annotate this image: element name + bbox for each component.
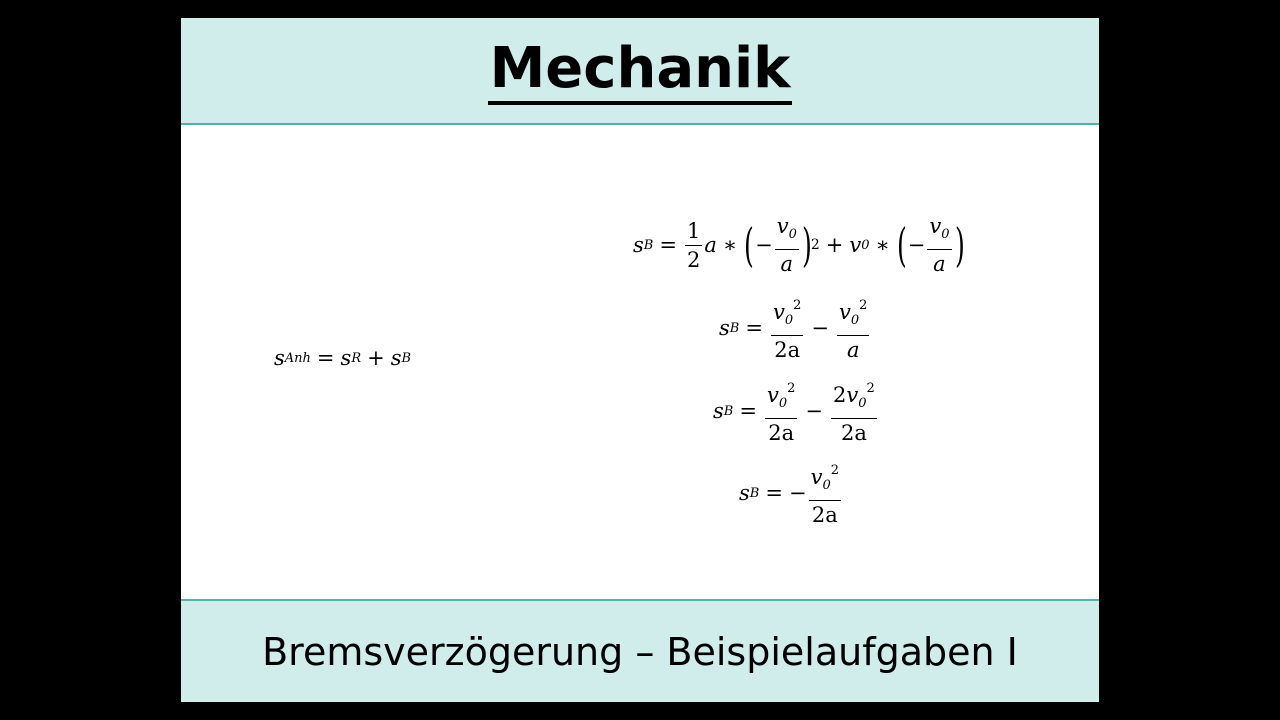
fraction [809,459,841,527]
variable: s [719,316,730,340]
operator: = [765,481,783,505]
denominator: 2a [811,503,838,527]
denominator: a [933,252,946,276]
operator: − [907,233,926,257]
variable: s [739,481,750,505]
equation-braking-distance-1 [633,214,965,276]
fraction [771,294,803,362]
fraction [775,214,799,276]
superscript: 2 [830,463,839,478]
subscript: Anh [284,350,311,366]
numerator [837,294,869,336]
slide [181,18,1099,702]
subscript: R [351,350,362,366]
superscript: 2 [866,381,875,396]
title-bar [181,18,1099,125]
numerator [927,214,951,250]
right-paren: ) [801,218,812,272]
numerator [771,294,803,336]
left-paren: ( [896,218,907,272]
slide-title-text: Mechanik [488,36,793,105]
fraction [685,219,702,272]
subscript: B [749,485,760,501]
equation-braking-distance-2 [719,294,871,362]
subtitle-bar [181,599,1099,702]
fraction [831,377,877,445]
subscript: 0 [941,227,950,242]
variable: s [713,399,724,423]
superscript: 2 [793,298,802,313]
denominator: 2a [768,421,795,445]
fraction [837,294,869,362]
subscript: 0 [861,237,870,253]
numerator: 1 [685,219,702,246]
subscript: 0 [822,478,831,493]
coefficient: 2 [833,383,847,407]
operator: − [788,481,807,505]
variable: s [390,346,402,370]
exponent: 2 [810,237,820,253]
equation-braking-distance-4 [739,459,843,527]
denominator: 2 [686,247,701,272]
operator: + [367,346,385,370]
operator: = [739,399,757,423]
variable: a [704,233,717,257]
subscript: B [729,320,740,336]
subscript: 0 [788,227,797,242]
numerator [765,377,797,419]
denominator: 2a [840,421,867,445]
equation-braking-distance-3 [713,377,879,445]
variable: v [839,300,851,324]
operator: = [659,233,677,257]
variable: s [340,346,352,370]
numerator [775,214,799,250]
variable: v [849,233,862,257]
subscript: 0 [858,396,867,411]
operator: ∗ [722,233,738,257]
right-paren: ) [954,218,965,272]
numerator [831,377,877,419]
variable: v [810,465,823,489]
operator: ∗ [875,233,890,257]
subscript: B [643,237,654,253]
variable: s [633,233,644,257]
variable: v [929,214,942,238]
equation-total-distance [274,346,411,370]
operator: − [805,399,823,423]
variable: v [846,383,859,407]
left-paren: ( [744,218,755,272]
denominator: 2a [774,338,801,362]
numerator [809,459,841,501]
variable: v [772,300,785,324]
denominator: a [846,338,860,362]
superscript: 2 [787,381,796,396]
fraction [765,377,797,445]
operator: = [745,316,763,340]
slide-title [181,36,1099,102]
subscript: B [723,403,734,419]
subscript: 0 [778,396,788,411]
operator: − [811,316,829,340]
subscript: B [401,350,412,366]
variable: s [274,346,285,370]
variable: v [766,383,779,407]
denominator: a [780,252,794,276]
slide-subtitle: Bremsverzögerung – Beispielaufgaben I [262,630,1018,674]
superscript: 2 [859,298,868,313]
subscript: 0 [784,313,794,328]
variable: v [776,214,789,238]
fraction [927,214,951,276]
operator: − [755,233,773,257]
subscript: 0 [850,313,860,328]
operator: = [316,346,335,370]
operator: + [825,233,844,257]
